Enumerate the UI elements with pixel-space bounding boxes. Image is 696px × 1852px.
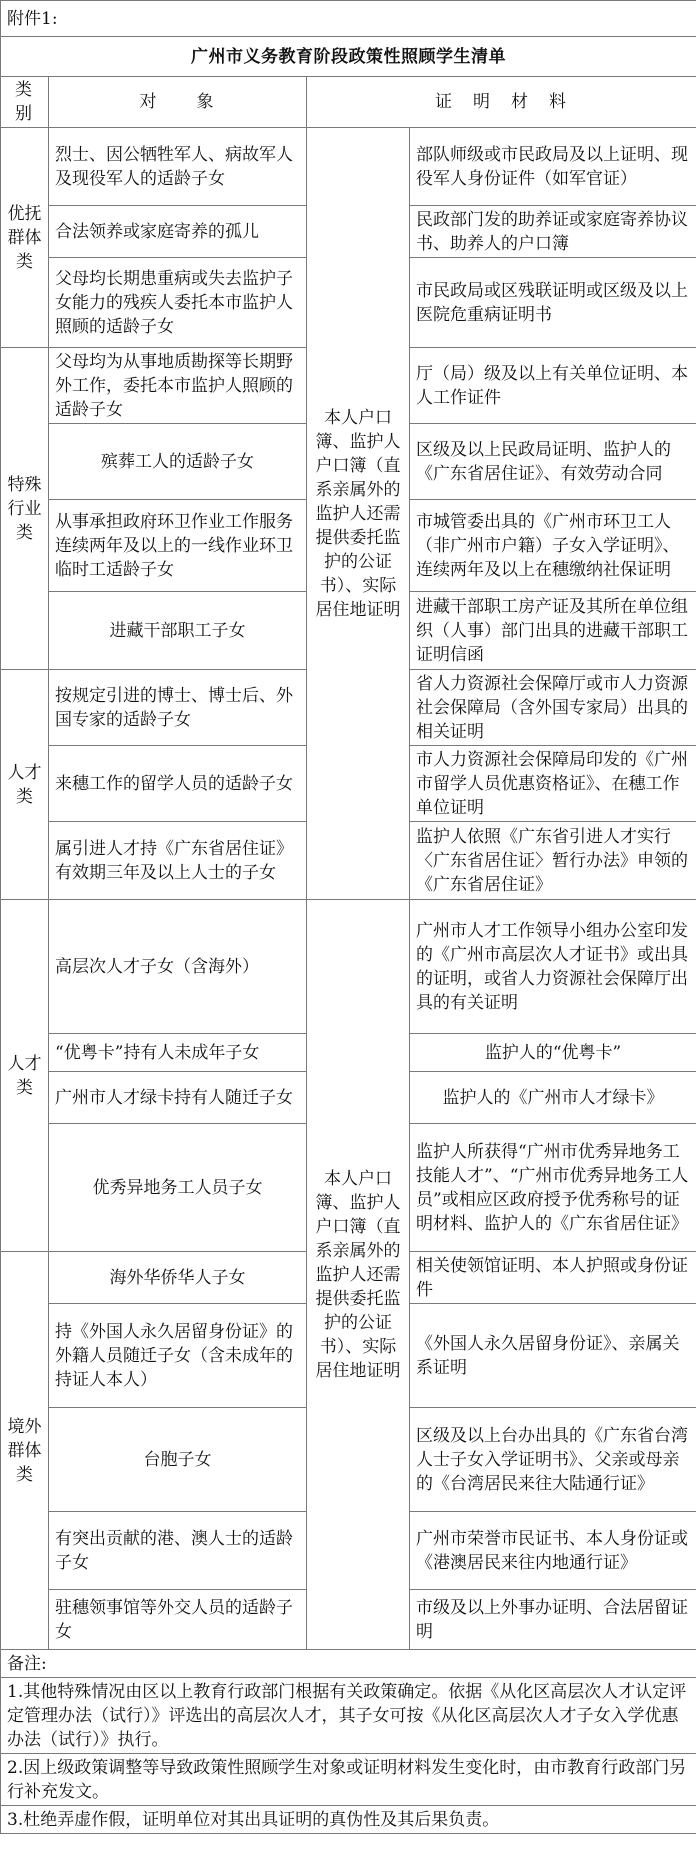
column-header-proof: 证 明 材 料 <box>307 77 696 128</box>
table-row-proof: 市人力资源社会保障局印发的《广州市留学人员优惠资格证》、在穗工作单位证明 <box>410 746 696 822</box>
table-row-object: 合法领养或家庭寄养的孤儿 <box>49 206 307 258</box>
category-jingwai: 境外群体类 <box>1 1252 49 1650</box>
table-row-object: 有突出贡献的港、澳人士的适龄子女 <box>49 1512 307 1590</box>
table-row-object: 烈士、因公牺牲军人、病故军人及现役军人的适龄子女 <box>49 128 307 206</box>
note-3: 3.杜绝弄虚作假，证明单位对其出具证明的真伪性及其后果负责。 <box>1 1806 696 1834</box>
category-rencai-1: 人才类 <box>1 670 49 900</box>
table-row-proof: 广州市人才工作领导小组办公室印发的《广州市高层次人才证书》或出具的证明，或省人力资源社会保障厅出具的有关证明 <box>410 900 696 1034</box>
table-row-object: “优粤卡”持有人未成年子女 <box>49 1034 307 1072</box>
table-row-object: 持《外国人永久居留身份证》的外籍人员随迁子女（含未成年的持证人本人） <box>49 1304 307 1408</box>
table-row-proof: 《外国人永久居留身份证》、亲属关系证明 <box>410 1304 696 1408</box>
table-row-proof: 民政部门发的助养证或家庭寄养协议书、助养人的户口簿 <box>410 206 696 258</box>
table-row-proof: 市城管委出具的《广州市环卫工人（非广州市户籍）子女入学证明》、连续两年及以上在穗缴纳社保证明 <box>410 500 696 592</box>
notes-label: 备注: <box>1 1650 696 1678</box>
table-row-object: 从事承担政府环卫作业工作服务连续两年及以上的一线作业环卫临时工适龄子女 <box>49 500 307 592</box>
table-row-proof: 监护人的“优粤卡” <box>410 1034 696 1072</box>
table-row-object: 优秀异地务工人员子女 <box>49 1124 307 1252</box>
table-row-proof: 部队师级或市民政局及以上证明、现役军人身份证件（如军官证） <box>410 128 696 206</box>
table-row-proof: 市民政局或区残联证明或区级及以上医院危重病证明书 <box>410 258 696 348</box>
table-row-object: 高层次人才子女（含海外） <box>49 900 307 1034</box>
table-row-proof: 市级及以上外事办证明、合法居留证明 <box>410 1590 696 1650</box>
table-row-proof: 厅（局）级及以上有关单位证明、本人工作证件 <box>410 348 696 424</box>
category-youfu: 优抚群体类 <box>1 128 49 348</box>
table-row-object: 殡葬工人的适龄子女 <box>49 424 307 500</box>
table-row-proof: 监护人所获得“广州市优秀异地务工技能人才”、“广州市优秀异地务工人员”或相应区政府授予优秀称号的证明材料、监护人的《广东省居住证》 <box>410 1124 696 1252</box>
table-row-object: 父母均长期患重病或失去监护子女能力的残疾人委托本市监护人照顾的适龄子女 <box>49 258 307 348</box>
table-row-object: 驻穗领事馆等外交人员的适龄子女 <box>49 1590 307 1650</box>
table-row-object: 来穗工作的留学人员的适龄子女 <box>49 746 307 822</box>
shared-proof-1: 本人户口簿、监护人户口簿（直系亲属外的监护人还需提供委托监护的公证书）、实际居住地证明 <box>307 128 410 900</box>
shared-proof-2: 本人户口簿、监护人户口簿（直系亲属外的监护人还需提供委托监护的公证书）、实际居住地证明 <box>307 900 410 1650</box>
table-row-object: 进藏干部职工子女 <box>49 592 307 670</box>
table-row-object: 父母均为从事地质勘探等长期野外工作，委托本市监护人照顾的适龄子女 <box>49 348 307 424</box>
table-row-proof: 广州市荣誉市民证书、本人身份证或《港澳居民来往内地通行证》 <box>410 1512 696 1590</box>
page-title: 广州市义务教育阶段政策性照顾学生清单 <box>1 37 696 77</box>
column-header-object: 对 象 <box>49 77 307 128</box>
table-row-object: 台胞子女 <box>49 1408 307 1512</box>
table-row-proof: 区级及以上台办出具的《广东省台湾人士子女入学证明书》、父亲或母亲的《台湾居民来往大陆通行证》 <box>410 1408 696 1512</box>
column-header-category: 类别 <box>1 77 49 128</box>
category-teshu: 特殊行业类 <box>1 348 49 670</box>
note-1: 1.其他特殊情况由区以上教育行政部门根据有关政策确定。依据《从化区高层次人才认定评定管理办法（试行）》评选出的高层次人才，其子女可按《从化区高层次人才子女入学优惠办法（试行）》执行。 <box>1 1678 696 1754</box>
table-row-proof: 进藏干部职工房产证及其所在单位组织（人事）部门出具的进藏干部职工证明信函 <box>410 592 696 670</box>
note-2: 2.因上级政策调整等导致政策性照顾学生对象或证明材料发生变化时，由市教育行政部门另行补充发文。 <box>1 1754 696 1806</box>
table-row-object: 广州市人才绿卡持有人随迁子女 <box>49 1072 307 1124</box>
table-row-proof: 相关使领馆证明、本人护照或身份证件 <box>410 1252 696 1304</box>
table-row-proof: 省人力资源社会保障厅或市人力资源社会保障局（含外国专家局）出具的相关证明 <box>410 670 696 746</box>
table-row-object: 属引进人才持《广东省居住证》有效期三年及以上人士的子女 <box>49 822 307 900</box>
category-rencai-2: 人才类 <box>1 900 49 1252</box>
table-row-object: 海外华侨华人子女 <box>49 1252 307 1304</box>
attachment-label: 附件1: <box>1 1 696 37</box>
table-row-proof: 监护人的《广州市人才绿卡》 <box>410 1072 696 1124</box>
table-row-proof: 区级及以上民政局证明、监护人的《广东省居住证》、有效劳动合同 <box>410 424 696 500</box>
table-row-object: 按规定引进的博士、博士后、外国专家的适龄子女 <box>49 670 307 746</box>
table-row-proof: 监护人依照《广东省引进人才实行〈广东省居住证〉暂行办法》申领的《广东省居住证》 <box>410 822 696 900</box>
